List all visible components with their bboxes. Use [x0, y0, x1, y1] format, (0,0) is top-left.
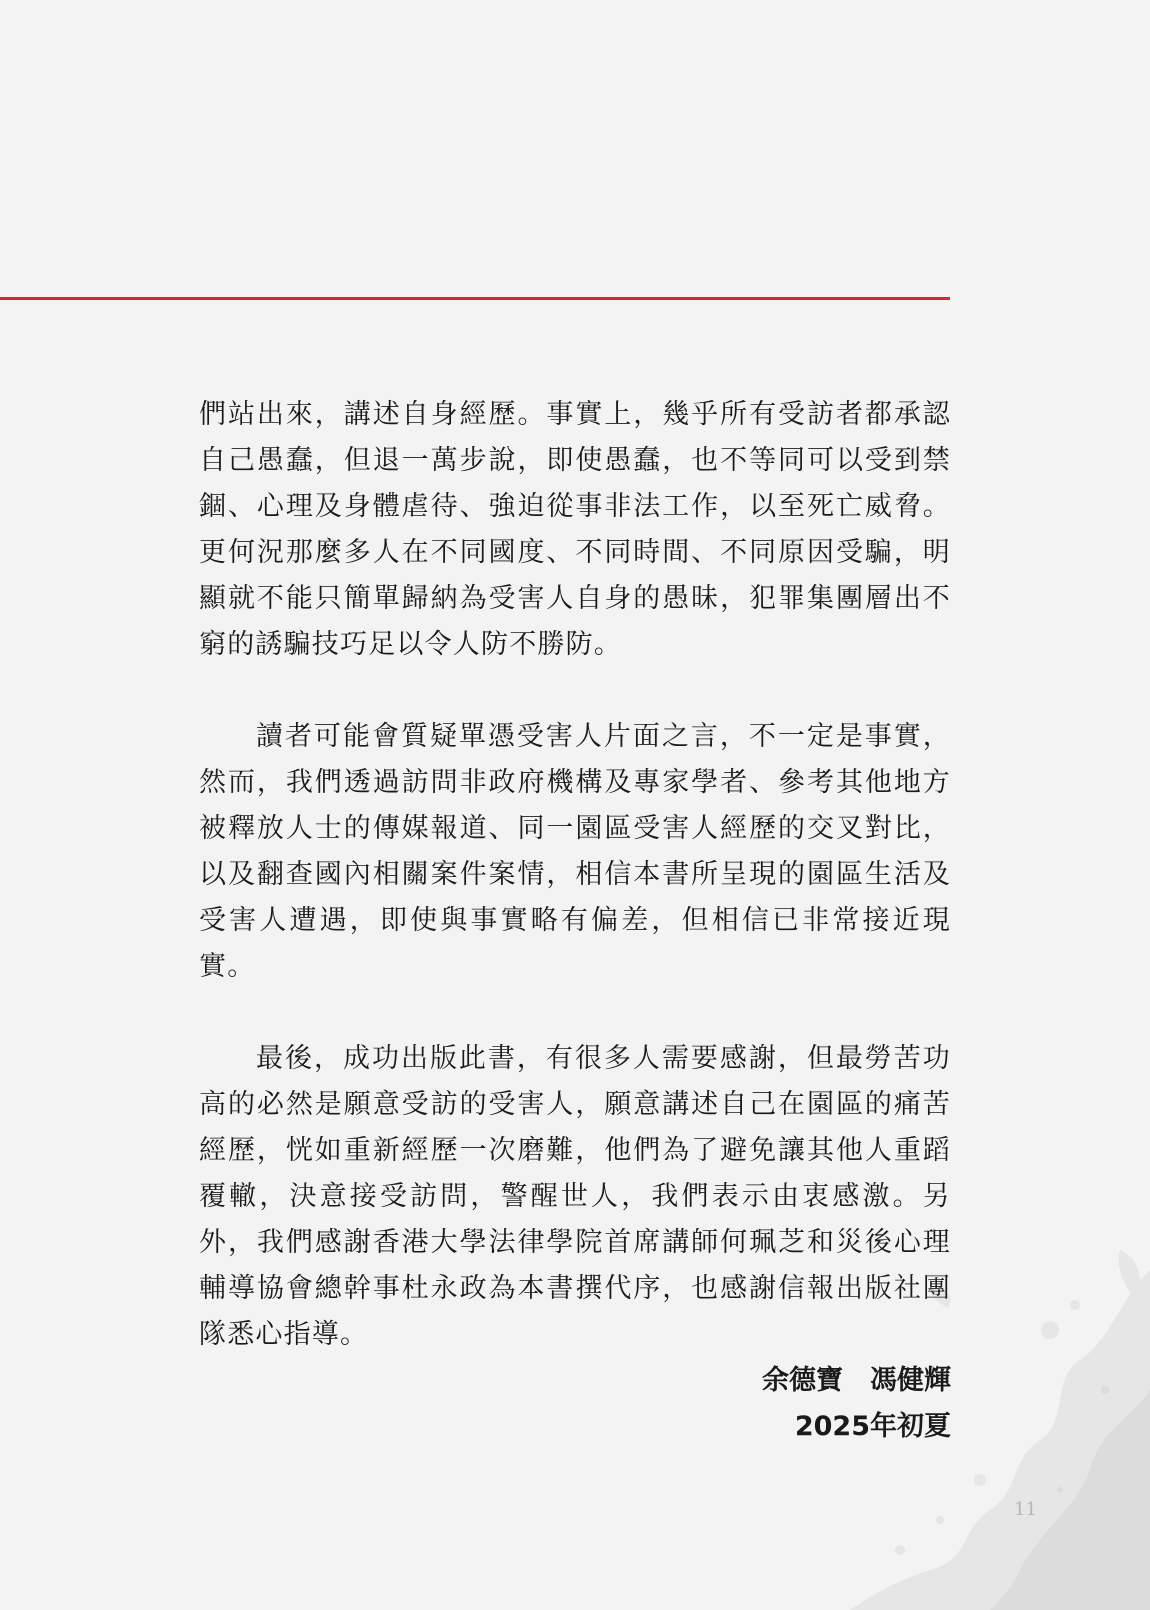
paragraph-1: 們站出來，講述自身經歷。事實上，幾乎所有受訪者都承認自己愚蠢，但退一萬步說，即使愚蠢，也不等同可以受到禁錮、心理及身體虐待、強迫從事非法工作，以至死亡威脅。更何況那麼多人在不同國度、不同時間、不同原因受騙，明顯就不能只簡單歸納為受害人自身的愚昧，犯罪集團層出不窮的誘騙技巧足以令人防不勝防。 [199, 399, 951, 660]
paragraph-2: 讀者可能會質疑單憑受害人片面之言，不一定是事實，然而，我們透過訪問非政府機構及專家學者、參考其他地方被釋放人士的傳媒報道、同一園區受害人經歷的交叉對比，以及翻查國內相關案件案情，相信本書所呈現的園區生活及受害人遭遇，即使與事實略有偏差，但相信已非常接近現實。 [199, 721, 951, 982]
author-names: 余德寶 馮健輝 [762, 1365, 951, 1396]
date-line: 2025年初夏 [794, 1411, 951, 1442]
paragraph-3: 最後，成功出版此書，有很多人需要感謝，但最勞苦功高的必然是願意受訪的受害人，願意講述自己在園區的痛苦經歷，恍如重新經歷一次磨難，他們為了避免讓其他人重蹈覆轍，決意接受訪問，警醒世人，我們表示由衷感激。另外，我們感謝香港大學法律學院首席講師何珮芝和災後心理輔導協會總幹事杜永政為本書撰代序，也感謝信報出版社團隊悉心指導。 [199, 1043, 951, 1350]
signature-block [762, 1358, 951, 1450]
body-text [199, 392, 951, 1358]
top-red-rule [0, 297, 950, 300]
page-number: 11 [1014, 1499, 1037, 1520]
